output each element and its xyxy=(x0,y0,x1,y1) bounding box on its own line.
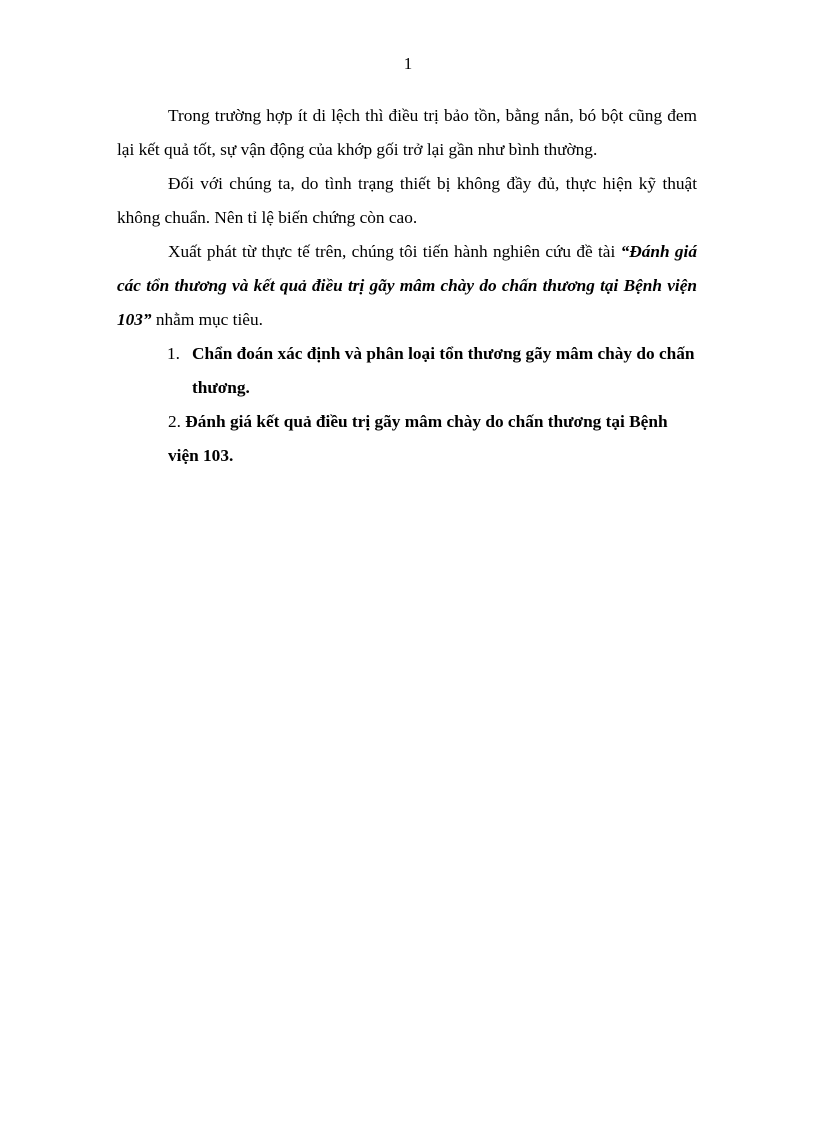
objective-item xyxy=(117,337,697,405)
paragraph-study-introduction xyxy=(117,235,697,337)
objective-text: Chẩn đoán xác định và phân loại tổn thương gãy mâm chày do chấn thương. xyxy=(192,344,695,397)
paragraph-conservative-treatment: Trong trường hợp ít di lệch thì điều trị bảo tồn, bằng nắn, bó bột cũng đem lại kết quả tốt, sự vận động của khớp gối trở lại gần như bình thường. xyxy=(117,106,697,159)
paragraph-equipment-limitations: Đối với chúng ta, do tình trạng thiết bị không đầy đủ, thực hiện kỹ thuật không chuẩn. Nên tỉ lệ biến chứng còn cao. xyxy=(117,174,697,227)
objective-text: Đánh giá kết quả điều trị gãy mâm chày do chấn thương tại Bệnh viện 103. xyxy=(168,412,668,465)
document-body xyxy=(117,99,697,473)
study-intro-lead: Xuất phát từ thực tế trên, chúng tôi tiến hành nghiên cứu đề tài xyxy=(168,242,621,261)
study-intro-tail: nhằm mục tiêu. xyxy=(151,310,263,329)
page-number: 1 xyxy=(403,54,413,73)
objective-item xyxy=(117,405,697,473)
objective-number: 1. xyxy=(167,344,180,363)
objective-number: 2. xyxy=(168,412,181,431)
study-title: “Đánh giá các tổn thương và kết quả điều trị gãy mâm chày do chấn thương tại Bệnh viện 103” xyxy=(117,242,697,329)
